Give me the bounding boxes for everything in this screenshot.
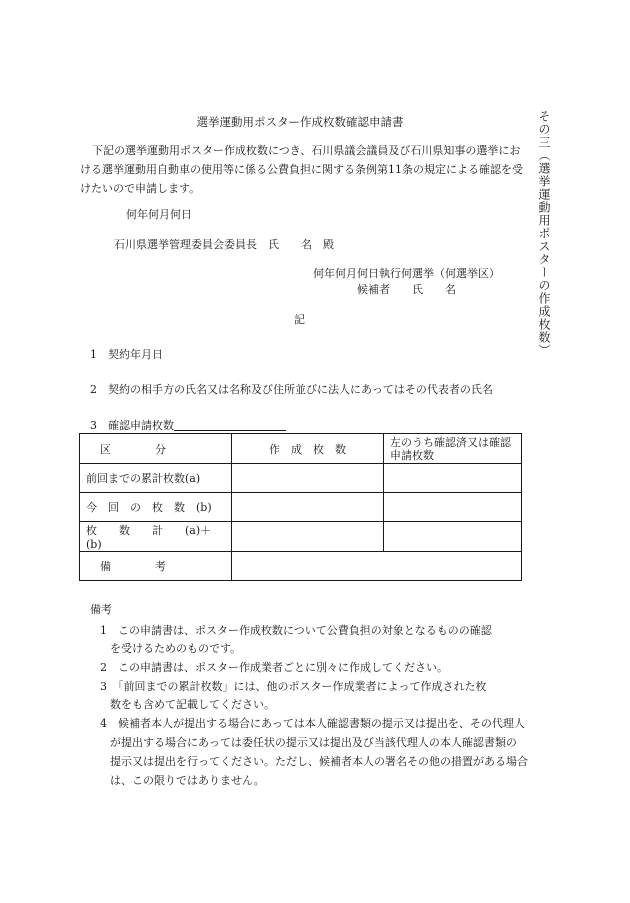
document-title: 選挙運動用ポスター作成枚数確認申請書 xyxy=(196,115,404,129)
cell-produced-previous[interactable] xyxy=(232,464,384,493)
item-application-count-label: 3 確認申請枚数 xyxy=(90,419,174,432)
table-row xyxy=(80,493,522,522)
candidate-name: 候補者 氏 名 xyxy=(357,283,456,296)
cell-produced-current[interactable] xyxy=(232,493,384,522)
note-4-line-2: が提出する場合にあっては委任状の提示又は提出及び当該代理人の本人確認書類の xyxy=(110,736,517,749)
cell-produced-total[interactable] xyxy=(232,522,384,552)
table-row xyxy=(80,522,522,552)
application-date: 何年何月何日 xyxy=(126,208,192,221)
note-3-line-2: 数をも含めて記載してください。 xyxy=(110,698,275,711)
ki-heading: 記 xyxy=(294,313,305,326)
intro-paragraph xyxy=(80,141,524,198)
form-type-label: その三（選挙運動用ポスターの作成枚数） xyxy=(537,110,551,357)
item-contract-date: 1 契約年月日 xyxy=(90,348,163,361)
intro-text: 下記の選挙運動用ポスター作成枚数につき、石川県議会議員及び石川県知事の選挙における選挙運動用自動車の使用等に係る公費負担に関する条例第11条の規定による確認を受けたいので申請します。 xyxy=(80,144,523,195)
item-contract-party: 2 契約の相手方の氏名又は名称及び住所並びに法人にあってはその代表者の氏名 xyxy=(90,383,493,396)
cell-confirmed-current[interactable] xyxy=(384,493,522,522)
header-produced: 作 成 枚 数 xyxy=(232,434,384,464)
row-label-previous: 前回までの累計枚数(a) xyxy=(80,464,232,493)
table-header-row xyxy=(80,434,522,464)
count-table xyxy=(79,433,522,581)
cell-remarks[interactable] xyxy=(232,552,522,581)
row-label-total: 枚 数 計 (a)＋(b) xyxy=(80,522,232,552)
note-1-line-1: 1 この申請書は、ポスター作成枚数について公費負担の対象となるものの確認 xyxy=(100,624,492,637)
note-4-line-1: 4 候補者本人が提出する場合にあっては本人確認書類の提示又は提出を、その代理人 xyxy=(100,717,525,730)
row-label-remarks: 備 考 xyxy=(80,552,232,581)
header-category: 区 分 xyxy=(80,434,232,464)
note-1-line-2: を受けるためのものです。 xyxy=(110,642,242,655)
header-confirmed: 左のうち確認済又は確認申請枚数 xyxy=(384,434,522,464)
note-4-line-4: は、この限りではありません。 xyxy=(110,774,265,787)
note-2: 2 この申請書は、ポスター作成業者ごとに別々に作成してください。 xyxy=(100,661,448,674)
row-label-current: 今 回 の 枚 数 (b) xyxy=(80,493,232,522)
table-row xyxy=(80,464,522,493)
election-name: 何年何月何日執行何選挙（何選挙区） xyxy=(313,267,500,280)
notes-heading: 備考 xyxy=(90,603,112,616)
cell-confirmed-total[interactable] xyxy=(384,522,522,552)
note-4-line-3: 提示又は提出を行ってください。ただし、候補者本人の署名その他の措置がある場合 xyxy=(110,755,528,768)
cell-confirmed-previous[interactable] xyxy=(384,464,522,493)
addressee: 石川県選挙管理委員会委員長 氏 名 殿 xyxy=(114,238,334,251)
note-3-line-1: 3 「前回までの累計枚数」には、他のポスター作成業者によって作成された枚 xyxy=(100,680,487,693)
underline xyxy=(174,430,286,431)
item-application-count xyxy=(90,417,286,433)
table-row xyxy=(80,552,522,581)
